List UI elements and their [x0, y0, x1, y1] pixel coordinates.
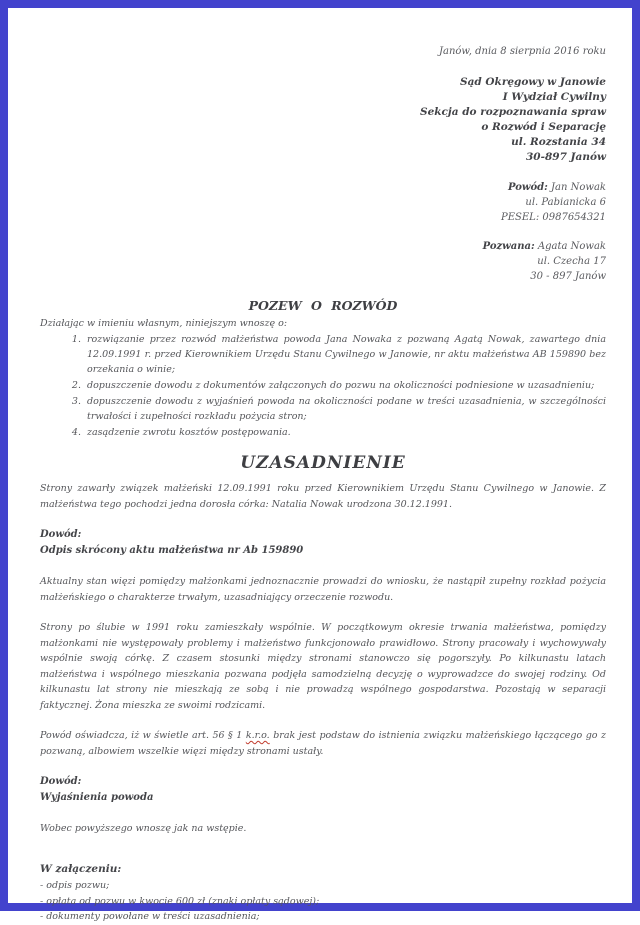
court-line: o Rozwód i Separację — [481, 121, 606, 133]
document-title: POZEW O ROZWÓD — [248, 298, 398, 313]
attachment-item: - opłata od pozwu w kwocie 600 zł (znaki opłaty sądowej); — [40, 895, 320, 907]
evidence-block-1 — [40, 527, 606, 559]
petition-list — [80, 332, 606, 440]
court-line: Sąd Okręgowy w Janowie — [460, 76, 606, 88]
petition-item: 2. dopuszczenie dowodu z dokumentów załączonych do pozwu na okoliczności podniesione w uzasadnieniu; — [84, 378, 606, 393]
intro-line: Działając w imieniu własnym, niniejszym wnoszę o: — [40, 318, 288, 329]
attachment-item: - odpis pozwu; — [40, 880, 110, 891]
court-line: 30-897 Janów — [526, 151, 606, 163]
paragraph-law-after: brak jest podstaw do istnienia związku małżeńskiego łączącego go z pozwaną, albowiem wszelkie więzi między stronami ustały. — [40, 730, 606, 757]
defendant-block — [40, 239, 606, 284]
petition-item: 3. dopuszczenie dowodu z wyjaśnień powoda na okoliczności podane w treści uzasadnienia, w szczególności trwałości i zupełności rozkładu pożycia stron; — [84, 394, 606, 424]
petition-item: 4. zasądzenie zwrotu kosztów postępowania. — [84, 425, 606, 440]
court-line: Sekcja do rozpoznawania spraw — [420, 106, 606, 118]
paragraph-marriage: Strony zawarły związek małżeński 12.09.1991 roku przed Kierownikiem Urzędu Stanu Cywilnego w Janowie. Z małżeństwa tego pochodzi jedna dorosła córka: Natalia Nowak urodzona 30.12.1991. — [40, 483, 606, 510]
plaintiff-address: ul. Pabianicka 6 — [525, 197, 606, 208]
attachment-item: - dokumenty powołane w treści uzasadnienia; — [40, 911, 260, 922]
defendant-city: 30 - 897 Janów — [530, 271, 606, 282]
closing-line: Wobec powyższego wnoszę jak na wstępie. — [40, 823, 247, 834]
court-line: ul. Rozstania 34 — [511, 136, 606, 148]
document-page — [8, 8, 632, 922]
paragraph-breakdown: Aktualny stan więzi pomiędzy małżonkami jednoznacznie prowadzi do wniosku, że nastąpił zupełny rozkład pożycia małżeńskiego o charakterze trwałym, uzasadniający orzeczenie rozwodu. — [40, 576, 606, 603]
evidence-text: Wyjaśnienia powoda — [40, 792, 154, 803]
petition-item: 1. rozwiązanie przez rozwód małżeństwa powoda Jana Nowaka z pozwaną Agatą Nowak, zawartego dnia 12.09.1991 r. przed Kierownikiem Urzędu Stanu Cywilnego w Janowie, nr aktu małżeństwa AB 159890 bez orzekania o winie; — [84, 332, 606, 377]
plaintiff-block — [40, 180, 606, 225]
spellcheck-marked-term: k.r.o. — [245, 730, 270, 741]
defendant-label: Pozwana: — [482, 241, 535, 252]
paragraph-history: Strony po ślubie w 1991 roku zamieszkały wspólnie. W początkowym okresie trwania małżeństwa, pomiędzy małżonkami nie występowały problemy i małżeństwo funkcjonowało prawidłowo. Strony pracowały i wychowywały wspólnie swoją córkę. Z czasem stosunki między stronami stanowczo się pogorszyły. Po kilkunastu latach małżeństwa i wspólnego mieszkania pozwana podjęła samodzielną decyzję o wyprowadzce do swojej rodziny. Od kilkunastu lat strony nie mieszkają ze sobą i nie prowadzą wspólnego gospodarstwa. Pozostają w separacji faktycznej. Żona mieszka ze swoimi rodzicami. — [40, 622, 606, 711]
plaintiff-pesel: PESEL: 0987654321 — [501, 212, 606, 223]
evidence-label: Dowód: — [40, 776, 82, 787]
defendant-address: ul. Czecha 17 — [537, 256, 606, 267]
defendant-name-line — [40, 239, 606, 254]
paragraph-law — [40, 728, 606, 759]
spacer — [40, 853, 606, 863]
plaintiff-name: Jan Nowak — [551, 182, 606, 193]
defendant-name: Agata Nowak — [537, 241, 606, 252]
attachments-heading: W załączeniu: — [40, 863, 122, 875]
court-address-block — [40, 75, 606, 165]
plaintiff-label: Powód: — [507, 182, 548, 193]
plaintiff-name-line — [40, 180, 606, 195]
attachments-list — [40, 878, 606, 925]
justification-heading: UZASADNIENIE — [240, 453, 406, 473]
date-line: Janów, dnia 8 sierpnia 2016 roku — [438, 46, 606, 57]
paragraph-law-before: Powód oświadcza, iż w świetle art. 56 § 1 — [40, 730, 246, 741]
evidence-block-2 — [40, 774, 606, 806]
evidence-label: Dowód: — [40, 529, 82, 540]
court-line: I Wydział Cywilny — [502, 91, 606, 103]
evidence-text: Odpis skrócony aktu małżeństwa nr Ab 159890 — [40, 545, 304, 556]
